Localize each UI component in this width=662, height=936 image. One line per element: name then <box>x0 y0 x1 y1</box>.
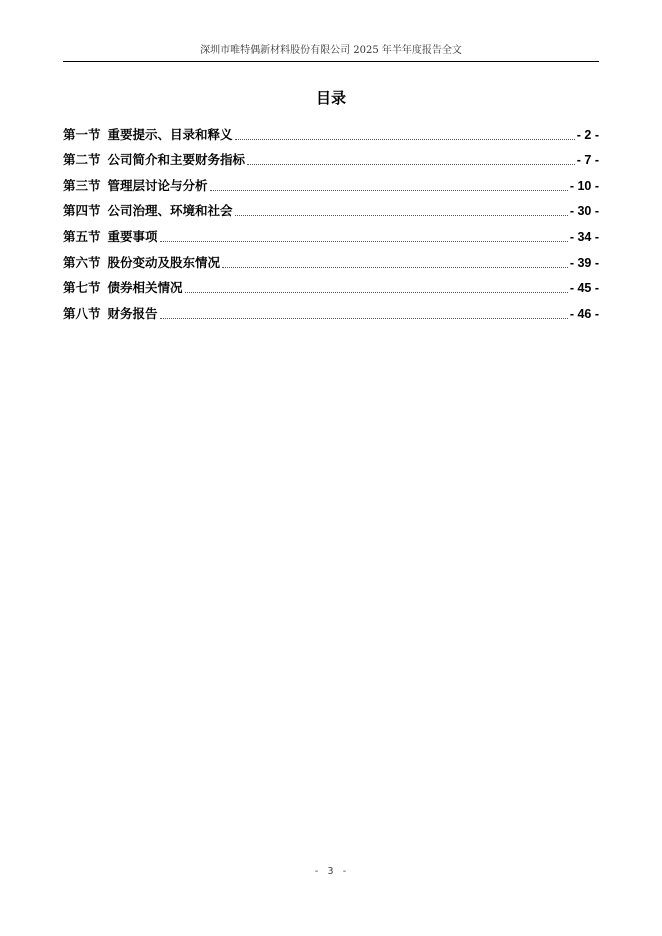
toc-section-number: 第五节 <box>63 228 101 244</box>
toc-title: 目录 <box>315 89 346 107</box>
toc-section-title: 债券相关情况 <box>107 280 183 296</box>
toc-dot-leader <box>235 215 568 216</box>
toc-dot-leader <box>160 318 568 319</box>
toc-section-number: 第一节 <box>63 126 101 142</box>
toc-page-number: - 30 - <box>569 204 599 219</box>
toc-section-title: 股份变动及股东情况 <box>107 254 221 270</box>
toc-page-number: - 10 - <box>569 178 599 193</box>
toc-page-number: - 2 - <box>576 127 599 142</box>
toc-section-number: 第七节 <box>63 280 101 296</box>
toc-section-title: 管理层讨论与分析 <box>107 177 208 193</box>
toc-page-number: - 7 - <box>576 153 599 168</box>
page-footer-number: - 3 - <box>313 866 349 877</box>
toc-entry[interactable] <box>63 220 599 246</box>
toc-section-title: 公司治理、环境和社会 <box>107 203 233 219</box>
toc-page-number: - 34 - <box>569 229 599 244</box>
toc-entry[interactable] <box>63 246 599 272</box>
toc-entry[interactable] <box>63 169 599 195</box>
toc-page-number: - 45 - <box>569 281 599 296</box>
toc-page-number: - 39 - <box>569 255 599 270</box>
table-of-contents <box>63 118 599 323</box>
toc-section-number: 第三节 <box>63 177 101 193</box>
toc-section-title: 财务报告 <box>107 305 158 321</box>
toc-dot-leader <box>210 190 568 191</box>
toc-dot-leader <box>160 241 568 242</box>
toc-page-number: - 46 - <box>569 306 599 321</box>
header-divider <box>63 61 599 62</box>
toc-entry[interactable] <box>63 118 599 144</box>
toc-section-number: 第二节 <box>63 152 101 168</box>
running-header: 深圳市唯特偶新材料股份有限公司 2025 年半年度报告全文 <box>200 45 462 56</box>
toc-section-number: 第四节 <box>63 203 101 219</box>
toc-entry[interactable] <box>63 297 599 323</box>
toc-section-number: 第六节 <box>63 254 101 270</box>
toc-dot-leader <box>247 164 575 165</box>
toc-section-number: 第八节 <box>63 305 101 321</box>
toc-section-title: 重要提示、目录和释义 <box>107 126 233 142</box>
toc-entry[interactable] <box>63 144 599 170</box>
toc-section-title: 重要事项 <box>107 228 158 244</box>
toc-dot-leader <box>235 139 575 140</box>
toc-entry[interactable] <box>63 195 599 221</box>
toc-entry[interactable] <box>63 272 599 298</box>
toc-section-title: 公司简介和主要财务指标 <box>107 152 246 168</box>
toc-dot-leader <box>185 292 568 293</box>
toc-dot-leader <box>222 267 568 268</box>
